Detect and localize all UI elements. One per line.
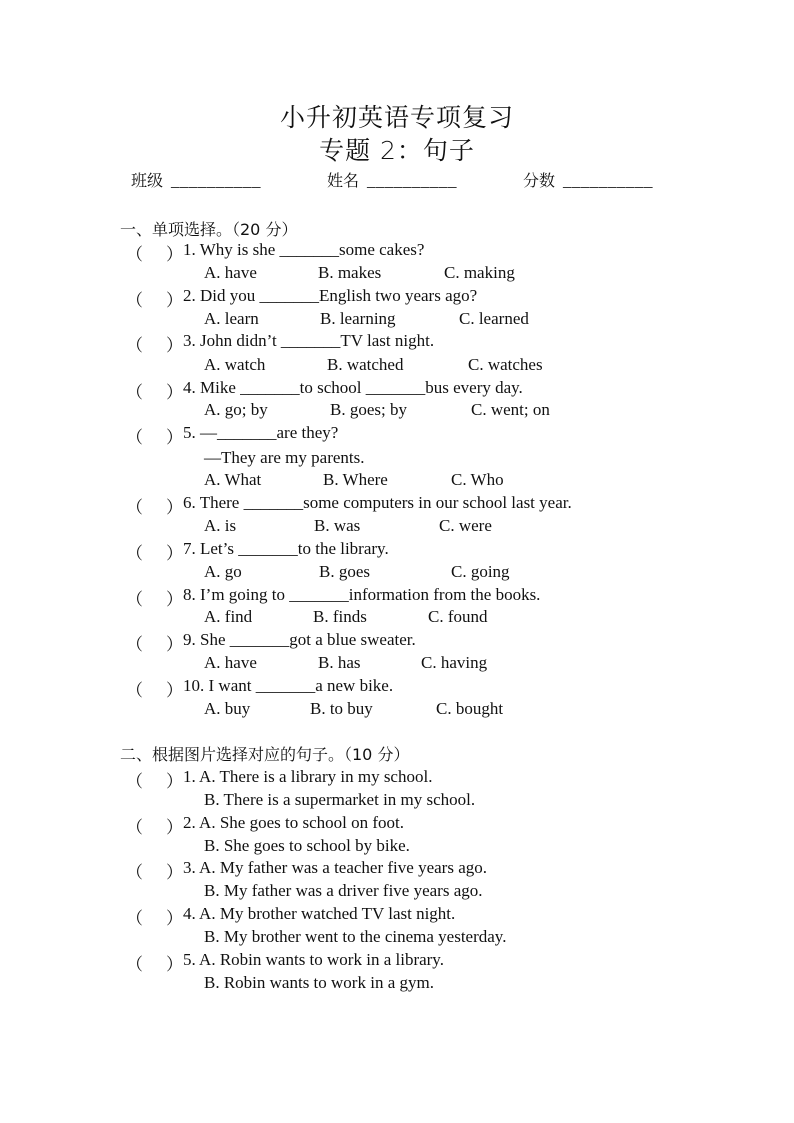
answer-paren-open: （ [126, 863, 143, 882]
option-a: A. find [204, 607, 253, 626]
question-text: 5. —_______are they? [183, 423, 339, 442]
option-a: A. learn [204, 309, 259, 328]
question-text: 10. I want _______a new bike. [183, 676, 394, 695]
answer-paren-close: ） [166, 772, 183, 791]
answer-paren-open: （ [126, 383, 143, 402]
sentence-option-a: 3. A. My father was a teacher five years ago. [183, 858, 487, 877]
option-a: A. have [204, 263, 257, 282]
answer-paren-open: （ [126, 291, 143, 310]
option-b: B. has [318, 653, 361, 672]
option-b: B. was [314, 516, 361, 535]
answer-paren-open: （ [126, 245, 143, 264]
answer-paren-open: （ [126, 818, 143, 837]
option-c: C. found [428, 607, 488, 626]
option-c: C. watches [468, 355, 543, 374]
class-label: 班级 [131, 171, 164, 190]
answer-paren-open: （ [126, 681, 143, 700]
worksheet-title: 小升初英语专项复习 [279, 103, 514, 132]
worksheet-subtitle: 专题 2：句子 [319, 136, 475, 165]
answer-paren-close: ） [166, 863, 183, 882]
question-text: 4. Mike _______to school _______bus every day. [183, 378, 523, 397]
answer-paren-open: （ [126, 909, 143, 928]
answer-paren-close: ） [166, 909, 183, 928]
sentence-option-b: B. Robin wants to work in a gym. [204, 973, 434, 992]
option-a: A. have [204, 653, 257, 672]
section2-heading: 二、根据图片选择对应的句子。（10 分） [120, 745, 410, 764]
sentence-option-b: B. My brother went to the cinema yesterday. [204, 927, 507, 946]
answer-paren-close: ） [166, 681, 183, 700]
answer-paren-close: ） [166, 428, 183, 447]
answer-paren-open: （ [126, 498, 143, 517]
answer-paren-open: （ [126, 772, 143, 791]
answer-paren-close: ） [166, 245, 183, 264]
sentence-option-a: 2. A. She goes to school on foot. [183, 813, 404, 832]
sentence-option-a: 1. A. There is a library in my school. [183, 767, 433, 786]
question-text: 3. John didn’t _______TV last night. [183, 331, 435, 350]
question-text: 6. There _______some computers in our school last year. [183, 493, 572, 512]
option-b: B. makes [318, 263, 382, 282]
question-text: 1. Why is she _______some cakes? [183, 240, 425, 259]
answer-paren-close: ） [166, 498, 183, 517]
option-b: B. learning [320, 309, 396, 328]
option-a: A. watch [204, 355, 266, 374]
class-blank: __________ [171, 171, 262, 190]
name-label: 姓名 [327, 171, 360, 190]
question-text: 2. Did you _______English two years ago? [183, 286, 478, 305]
option-c: C. Who [451, 470, 504, 489]
answer-paren-close: ） [166, 544, 183, 563]
score-blank: __________ [563, 171, 654, 190]
option-a: A. buy [204, 699, 251, 718]
score-label: 分数 [523, 171, 556, 190]
answer-paren-close: ） [166, 383, 183, 402]
question-text: 9. She _______got a blue sweater. [183, 630, 416, 649]
sentence-option-b: B. There is a supermarket in my school. [204, 790, 476, 809]
sentence-option-b: B. She goes to school by bike. [204, 836, 410, 855]
option-a: A. go; by [204, 400, 268, 419]
option-c: C. learned [459, 309, 529, 328]
answer-paren-open: （ [126, 955, 143, 974]
option-a: A. go [204, 562, 242, 581]
section1-heading: 一、单项选择。（20 分） [120, 220, 298, 239]
option-b: B. goes; by [330, 400, 407, 419]
option-b: B. to buy [310, 699, 373, 718]
answer-paren-open: （ [126, 635, 143, 654]
sentence-option-a: 4. A. My brother watched TV last night. [183, 904, 456, 923]
answer-paren-open: （ [126, 428, 143, 447]
answer-paren-open: （ [126, 544, 143, 563]
question-response-line: —They are my parents. [204, 448, 365, 467]
option-b: B. watched [327, 355, 404, 374]
question-text: 7. Let’s _______to the library. [183, 539, 389, 558]
answer-paren-close: ） [166, 818, 183, 837]
question-text: 8. I’m going to _______information from the books. [183, 585, 541, 604]
answer-paren-close: ） [166, 291, 183, 310]
answer-paren-close: ） [166, 635, 183, 654]
option-c: C. bought [436, 699, 504, 718]
option-c: C. going [451, 562, 510, 581]
option-a: A. What [204, 470, 262, 489]
answer-paren-open: （ [126, 590, 143, 609]
option-c: C. were [439, 516, 492, 535]
answer-paren-close: ） [166, 955, 183, 974]
option-b: B. goes [319, 562, 370, 581]
answer-paren-close: ） [166, 590, 183, 609]
class-field [131, 168, 261, 191]
name-blank: __________ [367, 171, 458, 190]
option-c: C. went; on [471, 400, 550, 419]
name-field [327, 168, 457, 191]
answer-paren-close: ） [166, 336, 183, 355]
option-c: C. making [444, 263, 515, 282]
sentence-option-b: B. My father was a driver five years ago. [204, 881, 483, 900]
sentence-option-a: 5. A. Robin wants to work in a library. [183, 950, 444, 969]
option-b: B. finds [313, 607, 367, 626]
score-field [523, 168, 653, 191]
option-c: C. having [421, 653, 488, 672]
option-a: A. is [204, 516, 237, 535]
option-b: B. Where [323, 470, 388, 489]
answer-paren-open: （ [126, 336, 143, 355]
